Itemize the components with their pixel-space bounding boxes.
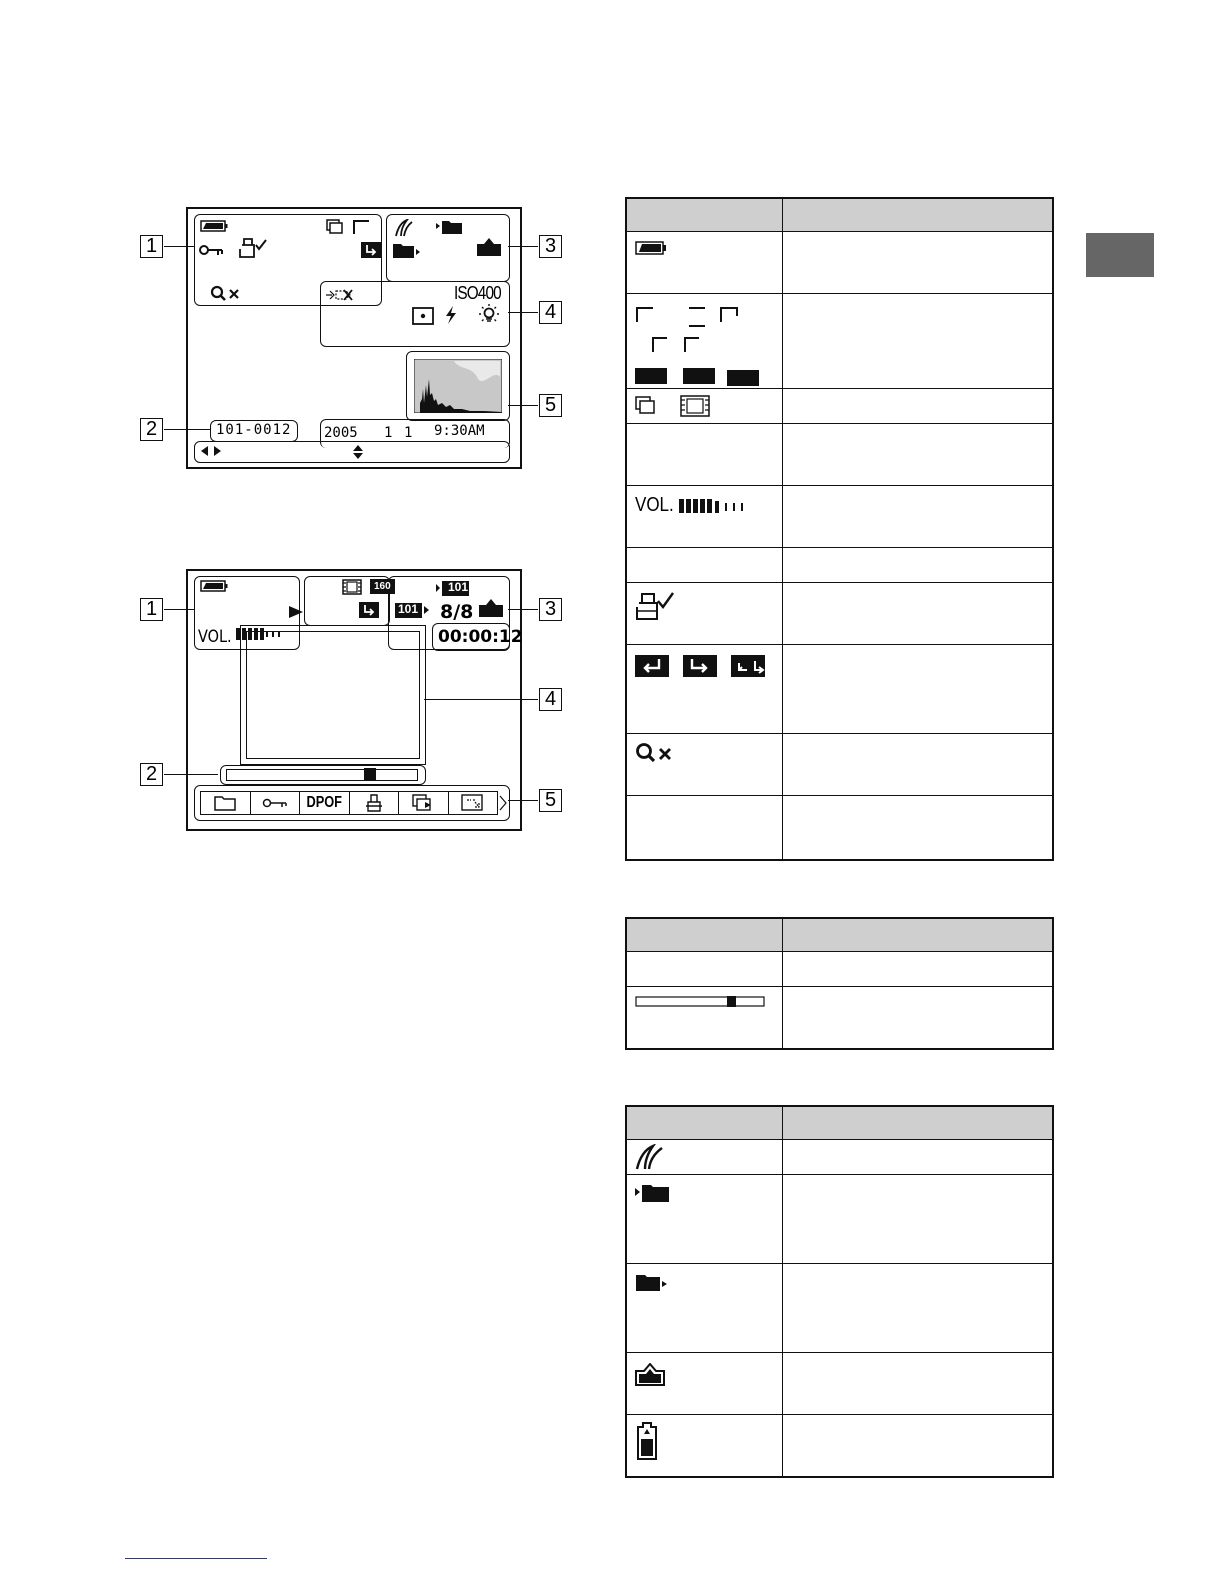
callout-5-still: 5 xyxy=(539,394,562,417)
table-row xyxy=(626,796,1053,860)
table-row xyxy=(626,1140,1053,1175)
table-row xyxy=(626,1264,1053,1353)
table-row xyxy=(626,987,1053,1049)
section-edge-tab xyxy=(1086,233,1154,277)
reference-table-2 xyxy=(625,917,1054,1050)
table-row xyxy=(626,294,1053,389)
movie-size-badge: 160 xyxy=(370,579,395,594)
volume-label: VOL. xyxy=(635,494,674,516)
burst-icon xyxy=(326,219,346,237)
up-down-arrows-icon xyxy=(352,444,364,460)
callout-1-movie: 1 xyxy=(140,598,163,621)
memory-stick-capacity-icon xyxy=(635,1421,659,1461)
table-row xyxy=(626,952,1053,987)
playback-folder-icon xyxy=(436,219,464,235)
image-size-icons xyxy=(635,302,765,386)
callout-2-still: 2 xyxy=(140,418,163,441)
current-folder-number: 101 xyxy=(398,602,419,616)
callout-3-still: 3 xyxy=(539,235,562,258)
table-row xyxy=(626,232,1053,294)
internal-memory-icon xyxy=(476,237,502,257)
table-row xyxy=(626,486,1053,548)
menu-item-protect[interactable] xyxy=(251,792,301,814)
volume-label: VOL. xyxy=(198,627,232,647)
metering-spot-icon xyxy=(412,307,434,325)
table-row xyxy=(626,645,1053,734)
table-row xyxy=(626,1353,1053,1415)
resize-icon xyxy=(461,794,485,812)
slideshow-icon xyxy=(412,794,434,812)
elapsed-time: 00:00:12 xyxy=(438,627,523,647)
image-size-icon xyxy=(352,219,372,235)
histogram-graph xyxy=(414,359,502,413)
menu-item-print[interactable] xyxy=(350,792,400,814)
zoom-scale-icon xyxy=(635,742,677,766)
volume-level-bars xyxy=(679,498,749,514)
playback-bar-knob xyxy=(364,768,376,780)
burst-film-icons xyxy=(635,395,715,419)
callout-1-still: 1 xyxy=(140,235,163,258)
movie-internal-memory-icon xyxy=(478,598,504,618)
memory-stick-icon xyxy=(394,219,414,237)
recording-time: 9:30AM xyxy=(434,423,485,439)
playback-bar-track xyxy=(226,769,418,781)
recording-date-year: 2005 xyxy=(324,425,358,441)
memory-stick-icon xyxy=(635,1144,665,1170)
table-row xyxy=(626,583,1053,645)
menu-bar-items xyxy=(200,791,498,815)
pictbridge-connecting-icon xyxy=(324,287,358,303)
battery-icon xyxy=(200,219,228,233)
menu-item-resize[interactable] xyxy=(449,792,498,814)
menu-item-slideshow[interactable] xyxy=(399,792,449,814)
playback-folder-icon xyxy=(635,1183,671,1203)
table-row xyxy=(626,424,1053,486)
print-order-icon xyxy=(238,237,268,259)
print-order-icon xyxy=(635,591,675,621)
file-number: 101-0012 xyxy=(216,422,292,438)
frame-counter: 8/8 xyxy=(440,601,474,623)
recording-folder-icon xyxy=(360,241,382,259)
key-icon xyxy=(262,797,288,809)
movie-battery-icon xyxy=(200,579,228,593)
movie-image-inner xyxy=(246,631,420,759)
menu-item-dpof[interactable] xyxy=(300,792,350,814)
recording-date-month: 1 xyxy=(384,425,393,441)
footnote-rule xyxy=(125,1558,267,1559)
table-row xyxy=(626,1415,1053,1477)
table-row xyxy=(626,1175,1053,1264)
still-playback-screen xyxy=(186,207,522,469)
table1-header xyxy=(626,198,1053,232)
playback-folder-number: 101 xyxy=(448,580,469,594)
recording-folder-icons xyxy=(635,653,765,679)
zoom-scale-icon xyxy=(210,285,244,303)
dpof-label: DPOF xyxy=(306,794,343,811)
callout-4-still: 4 xyxy=(539,301,562,324)
callout-3-movie: 3 xyxy=(539,598,562,621)
recording-date-day: 1 xyxy=(404,425,413,441)
battery-icon xyxy=(635,240,667,256)
play-icon xyxy=(288,605,304,619)
folder-next-icon xyxy=(635,1272,669,1292)
playback-bar-icon xyxy=(635,995,767,1009)
movie-film-icon xyxy=(342,579,362,595)
internal-memory-icon xyxy=(635,1363,665,1387)
callout-5-movie: 5 xyxy=(539,789,562,812)
reference-table-1 xyxy=(625,197,1054,861)
print-icon xyxy=(364,794,384,812)
menu-item-folder[interactable] xyxy=(201,792,251,814)
left-right-arrows-icon xyxy=(200,445,222,457)
movie-playback-screen xyxy=(186,569,522,831)
table3-header xyxy=(626,1106,1053,1140)
table-row xyxy=(626,548,1053,583)
folder-next-icon xyxy=(392,241,422,259)
iso-value: ISO400 xyxy=(454,283,501,303)
table-row xyxy=(626,389,1053,424)
white-balance-icon xyxy=(478,303,500,325)
protect-key-icon xyxy=(198,243,224,257)
menu-scroll-right-icon[interactable] xyxy=(498,794,508,812)
movie-recording-folder-icon xyxy=(358,601,380,619)
callout-2-movie: 2 xyxy=(140,763,163,786)
folder-icon xyxy=(214,795,236,811)
table2-header xyxy=(626,918,1053,952)
flash-icon xyxy=(444,305,458,325)
reference-table-3 xyxy=(625,1105,1054,1478)
callout-4-movie: 4 xyxy=(539,688,562,711)
table-row xyxy=(626,734,1053,796)
